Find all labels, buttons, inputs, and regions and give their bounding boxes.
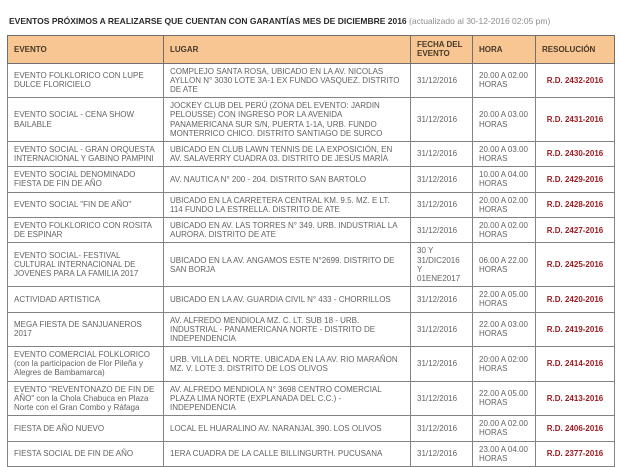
- events-table-header: [8, 36, 615, 63]
- event-date-cell: 31/12/2016: [411, 167, 473, 192]
- event-place-cell: UBICADO EN LA AV. ANGAMOS ESTE N°2699. DISTRITO DE SAN BORJA: [164, 243, 411, 287]
- event-name-cell: EVENTO SOCIAL- FESTIVAL CULTURAL INTERNACIONAL DE JOVENES PARA LA FAMILIA 2017: [8, 243, 164, 287]
- event-resolution-cell: R.D. 2427-2016: [536, 218, 615, 243]
- table-row: [8, 243, 615, 287]
- event-hour-cell: 22.00 A 05.00 HORAS: [473, 287, 536, 312]
- event-date-cell: 31/12/2016: [411, 98, 473, 142]
- table-row: [8, 416, 615, 441]
- page-title-updated-timestamp: (actualizado al 30-12-2016 02:05 pm): [406, 16, 551, 26]
- event-date-cell: 31/12/2016: [411, 63, 473, 98]
- event-place-cell: URB. VILLA DEL NORTE. UBICADA EN LA AV. RIO MARAÑON MZ. V. LOTE 3. DISTRITO DE LOS OLIVOS: [164, 347, 411, 382]
- event-hour-cell: 20.00 A 02.00 HORAS: [473, 63, 536, 98]
- event-hour-cell: 20.00 A 03.00 HORAS: [473, 141, 536, 166]
- event-place-cell: 1ERA CUADRA DE LA CALLE BILLINGURTH. PUCUSANA: [164, 441, 411, 466]
- event-resolution-cell: R.D. 2377-2016: [536, 441, 615, 466]
- event-name-cell: EVENTO SOCIAL - GRAN ORQUESTA INTERNACIONAL Y GABINO PAMPINI: [8, 141, 164, 166]
- event-name-cell: EVENTO SOCIAL - CENA SHOW BAILABLE: [8, 98, 164, 142]
- table-row: [8, 63, 615, 98]
- event-hour-cell: 20.00 A 02.00 HORAS: [473, 192, 536, 217]
- event-hour-cell: 22.00 A 03.00 HORAS: [473, 312, 536, 347]
- event-date-cell: 30 Y 31/DIC2016 Y 01ENE2017: [411, 243, 473, 287]
- column-header-resolucion: RESOLUCIÓN: [536, 36, 615, 63]
- event-place-cell: UBICADO EN LA AV. GUARDIA CIVIL N° 433 - CHORRILLOS: [164, 287, 411, 312]
- event-date-cell: 31/12/2016: [411, 192, 473, 217]
- event-hour-cell: 23.00 A 04.00 HORAS: [473, 441, 536, 466]
- event-hour-cell: 22.00 A 05.00 HORAS: [473, 381, 536, 416]
- event-place-cell: UBICADO EN AV. LAS TORRES N° 349. URB. INDUSTRIAL LA AURORA. DISTRITO DE ATE: [164, 218, 411, 243]
- event-name-cell: EVENTO FOLKLORICO CON ROSITA DE ESPINAR: [8, 218, 164, 243]
- event-date-cell: 31/12/2016: [411, 381, 473, 416]
- events-table-body: [8, 63, 615, 466]
- event-resolution-cell: R.D. 2430-2016: [536, 141, 615, 166]
- event-place-cell: LOCAL EL HUARALINO AV. NARANJAL 390. LOS OLIVOS: [164, 416, 411, 441]
- event-hour-cell: 20.00 A 03.00 HORAS: [473, 98, 536, 142]
- event-resolution-cell: R.D. 2432-2016: [536, 63, 615, 98]
- event-place-cell: AV. ALFREDO MENDIOLA N° 3698 CENTRO COMERCIAL PLAZA LIMA NORTE (EXPLANADA DEL C.C.) - INDEPENDENCIA: [164, 381, 411, 416]
- table-row: [8, 312, 615, 347]
- event-resolution-cell: R.D. 2425-2016: [536, 243, 615, 287]
- event-place-cell: UBICADO EN CLUB LAWN TENNIS DE LA EXPOSICIÓN, EN AV. SALAVERRY CUADRA 03. DISTRITO DE JESÚS MARÍA: [164, 141, 411, 166]
- header-row: [8, 36, 615, 63]
- event-hour-cell: 06.00 A 22.00 HORAS: [473, 243, 536, 287]
- event-hour-cell: 20.00 A 02.00 HORAS: [473, 218, 536, 243]
- column-header-fecha: FECHA DEL EVENTO: [411, 36, 473, 63]
- events-table: [7, 35, 615, 467]
- event-name-cell: EVENTO SOCIAL "FIN DE AÑO": [8, 192, 164, 217]
- event-resolution-cell: R.D. 2413-2016: [536, 381, 615, 416]
- event-place-cell: AV. ALFREDO MENDIOLA MZ. C. LT. SUB 18 - URB. INDUSTRIAL - PANAMERICANA NORTE - DISTRITO DE INDEPENDENCIA: [164, 312, 411, 347]
- event-hour-cell: 10.00 A 04.00 HORAS: [473, 167, 536, 192]
- page-title: [9, 16, 620, 26]
- table-row: [8, 441, 615, 466]
- event-date-cell: 31/12/2016: [411, 141, 473, 166]
- event-hour-cell: 20:00 A 02:00 HORAS: [473, 347, 536, 382]
- event-place-cell: UBICADO EN LA CARRETERA CENTRAL KM. 9.5. MZ. E LT. 114 FUNDO LA ESTRELLA. DISTRITO DE ATE: [164, 192, 411, 217]
- event-date-cell: 31/12/2016: [411, 441, 473, 466]
- column-header-evento: EVENTO: [8, 36, 164, 63]
- column-header-lugar: LUGAR: [164, 36, 411, 63]
- event-resolution-cell: R.D. 2406-2016: [536, 416, 615, 441]
- event-place-cell: AV. NAUTICA N° 200 - 204. DISTRITO SAN BARTOLO: [164, 167, 411, 192]
- event-name-cell: MEGA FIESTA DE SANJUANEROS 2017: [8, 312, 164, 347]
- table-row: [8, 167, 615, 192]
- event-date-cell: 31/12/2016: [411, 218, 473, 243]
- table-row: [8, 192, 615, 217]
- event-date-cell: 31/12/2016: [411, 312, 473, 347]
- event-hour-cell: 20.00 A 02.00 HORAS: [473, 416, 536, 441]
- event-name-cell: FIESTA DE AÑO NUEVO: [8, 416, 164, 441]
- page-title-main: EVENTOS PRÓXIMOS A REALIZARSE QUE CUENTAN CON GARANTÍAS MES DE DICIEMBRE 2016: [9, 16, 407, 26]
- event-name-cell: EVENTO "REVENTONAZO DE FIN DE AÑO" con la Chola Chabuca en Plaza Norte con el Gran Combo y Ráfaga: [8, 381, 164, 416]
- event-place-cell: COMPLEJO SANTA ROSA, UBICADO EN LA AV. NICOLAS AYLLON N° 3030 LOTE 3A-1 EX FUNDO VASQUEZ. DISTRITO DE ATE: [164, 63, 411, 98]
- table-row: [8, 98, 615, 142]
- event-date-cell: 31/12/2016: [411, 287, 473, 312]
- event-place-cell: JOCKEY CLUB DEL PERÚ (ZONA DEL EVENTO: JARDIN PELOUSSE) CON INGRESO POR LA AVENIDA PANAMERICANA SUR S/N, PUERTA 1-1A, URB. FUNDO MONTERRICO CHICO. DISTRITO SANTIAGO DE SURCO: [164, 98, 411, 142]
- event-resolution-cell: R.D. 2431-2016: [536, 98, 615, 142]
- event-name-cell: FIESTA SOCIAL DE FIN DE AÑO: [8, 441, 164, 466]
- event-resolution-cell: R.D. 2428-2016: [536, 192, 615, 217]
- table-row: [8, 347, 615, 382]
- event-date-cell: 31/12/2016: [411, 347, 473, 382]
- event-resolution-cell: R.D. 2419-2016: [536, 312, 615, 347]
- table-row: [8, 141, 615, 166]
- event-date-cell: 31/12/2016: [411, 416, 473, 441]
- column-header-hora: HORA: [473, 36, 536, 63]
- table-row: [8, 287, 615, 312]
- event-name-cell: EVENTO SOCIAL DENOMINADO FIESTA DE FIN DE AÑO: [8, 167, 164, 192]
- table-row: [8, 218, 615, 243]
- event-resolution-cell: R.D. 2414-2016: [536, 347, 615, 382]
- event-resolution-cell: R.D. 2420-2016: [536, 287, 615, 312]
- table-row: [8, 381, 615, 416]
- event-resolution-cell: R.D. 2429-2016: [536, 167, 615, 192]
- event-name-cell: ACTIVIDAD ARTISTICA: [8, 287, 164, 312]
- event-name-cell: EVENTO COMERCIAL FOLKLORICO (con la participacion de Flor Pileña y Alegres de Bambamarca): [8, 347, 164, 382]
- event-name-cell: EVENTO FOLKLORICO CON LUPE DULCE FLORICIELO: [8, 63, 164, 98]
